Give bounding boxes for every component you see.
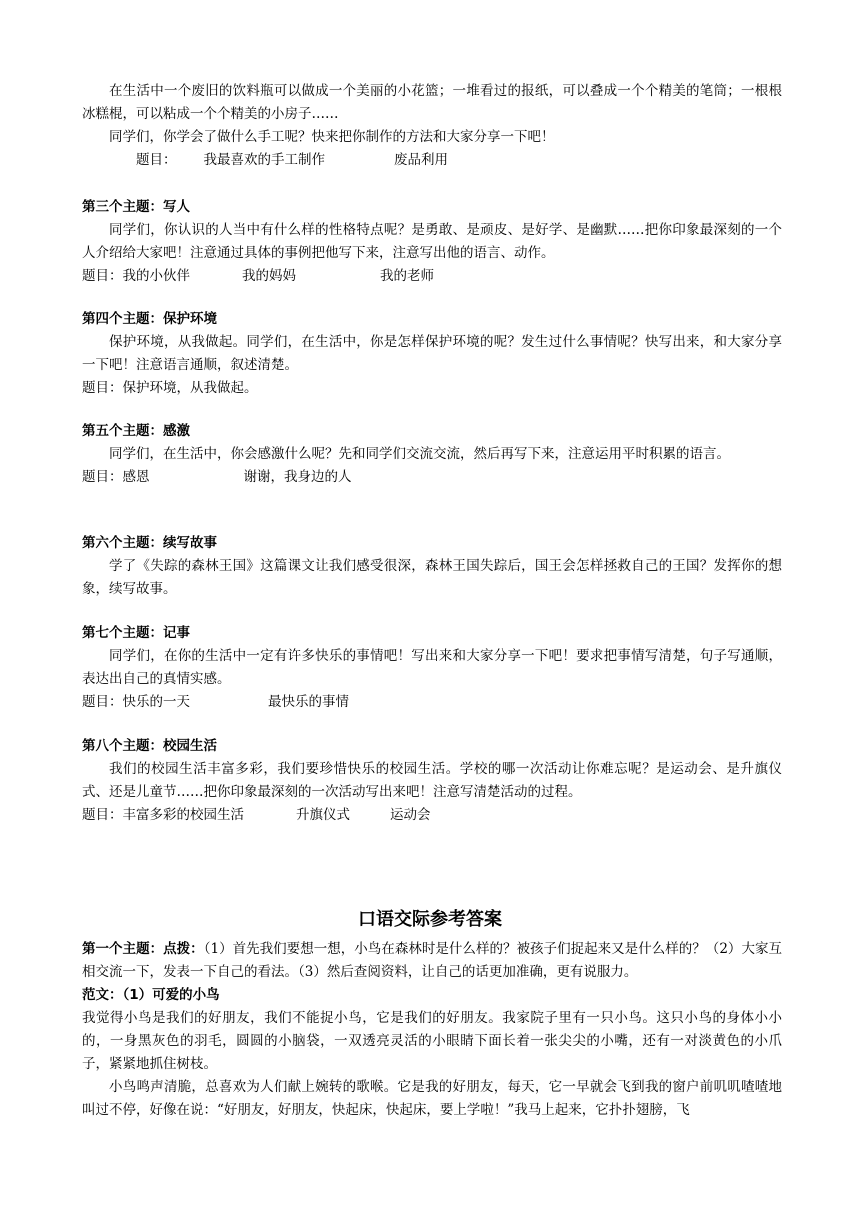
theme-titles bbox=[82, 265, 782, 288]
titles-prefix: 题目： bbox=[82, 469, 123, 485]
theme-body: 我们的校园生活丰富多彩，我们要珍惜快乐的校园生活。学校的哪一次活动让你难忘呢？是运动会、是升旗仪式、还是儿童节……把你印象最深刻的一次活动写出来吧！注意写清楚活动的过程。 bbox=[82, 761, 782, 800]
title-option: 谢谢，我身边的人 bbox=[243, 469, 352, 485]
theme-heading: 第三个主题：写人 bbox=[82, 199, 190, 215]
theme-body: 学了《失踪的森林王国》这篇课文让我们感受很深，森林王国失踪后，国王会怎样拯救自己的王国？发挥你的想象，续写故事。 bbox=[82, 558, 782, 597]
theme-heading: 第七个主题：记事 bbox=[82, 625, 190, 641]
title-option: 快乐的一天 bbox=[122, 694, 190, 710]
theme-body: 同学们，在你的生活中一定有许多快乐的事情吧！写出来和大家分享一下吧！要求把事情写清楚，句子写通顺，表达出自己的真情实感。 bbox=[82, 648, 782, 687]
theme-body: 同学们，在生活中，你会感激什么呢？先和同学们交流交流，然后再写下来，注意运用平时积累的语言。 bbox=[109, 446, 730, 462]
title-option: 我的小伙伴 bbox=[122, 268, 190, 284]
title-option: 我最喜欢的手工制作 bbox=[203, 152, 325, 168]
intro-paragraph-2: 同学们，你学会了做什么手工呢？快来把你制作的方法和大家分享一下吧！ bbox=[109, 129, 555, 145]
theme-heading: 第五个主题：感激 bbox=[82, 423, 190, 439]
theme-heading: 第八个主题：校园生活 bbox=[82, 738, 217, 754]
title-option: 废品利用 bbox=[394, 152, 448, 168]
sample-essay-paragraph-1: 我觉得小鸟是我们的好朋友，我们不能捉小鸟，它是我们的好朋友。我家院子里有一只小鸟。这只小鸟的身体小小的，一身黑灰色的羽毛，圆圆的小脑袋，一双透亮灵活的小眼睛下面长着一张尖尖的小嘴，还有一对淡黄色的小爪子，紧紧地抓住树枝。 bbox=[82, 1010, 782, 1072]
theme-body: 保护环境，从我做起。同学们，在生活中，你是怎样保护环境的呢？发生过什么事情呢？快写出来，和大家分享一下吧！注意语言通顺，叙述清楚。 bbox=[82, 334, 782, 373]
title-option: 丰富多彩的校园生活 bbox=[122, 807, 244, 823]
intro-section bbox=[82, 80, 782, 172]
title-option: 升旗仪式 bbox=[296, 807, 350, 823]
answer-hint bbox=[82, 938, 782, 984]
theme-4-section bbox=[82, 308, 782, 400]
title-option: 保护环境，从我做起。 bbox=[122, 380, 258, 396]
intro-paragraph-1: 在生活中一个废旧的饮料瓶可以做成一个美丽的小花篮；一堆看过的报纸，可以叠成一个个精美的笔筒；一根根冰糕棍，可以粘成一个个精美的小房子…… bbox=[82, 83, 782, 122]
theme-heading: 第四个主题：保护环境 bbox=[82, 311, 217, 327]
answers-section bbox=[82, 938, 782, 1122]
title-option: 最快乐的事情 bbox=[268, 694, 349, 710]
theme-3-section bbox=[82, 196, 782, 288]
theme-8-section bbox=[82, 735, 782, 827]
theme-7-section bbox=[82, 622, 782, 714]
answer-hint-label: 第一个主题：点拨： bbox=[82, 941, 204, 957]
answers-title: 口语交际参考答案 bbox=[358, 909, 502, 930]
theme-titles bbox=[82, 466, 782, 489]
titles-prefix: 题目： bbox=[82, 694, 123, 710]
theme-titles bbox=[82, 691, 782, 714]
theme-5-section bbox=[82, 420, 782, 489]
title-option: 我的妈妈 bbox=[242, 268, 296, 284]
title-option: 感恩 bbox=[122, 469, 150, 485]
sample-essay-paragraph-2: 小鸟鸣声清脆，总喜欢为人们献上婉转的歌喉。它是我的好朋友，每天，它一早就会飞到我的窗户前叽叽喳喳地叫过不停，好像在说：“好朋友，好朋友，快起床，快起床，要上学啦！”我马上起来，它扑扑翅膀，飞 bbox=[82, 1079, 782, 1118]
titles-prefix: 题目： bbox=[82, 807, 123, 823]
title-option: 我的老师 bbox=[380, 268, 434, 284]
theme-titles bbox=[82, 804, 782, 827]
theme-titles bbox=[82, 377, 782, 400]
theme-heading: 第六个主题：续写故事 bbox=[82, 535, 217, 551]
theme-6-section bbox=[82, 532, 782, 601]
titles-prefix: 题目： bbox=[82, 380, 123, 396]
titles-prefix: 题目： bbox=[136, 152, 177, 168]
titles-prefix: 题目： bbox=[82, 268, 123, 284]
answer-hint-text: （1）首先我们要想一想，小鸟在森林时是什么样的？被孩子们捉起来又是什么样的？（2）大家互相交流一下，发表一下自己的看法。（3）然后查阅资料，让自己的话更加准确，更有说服力。 bbox=[82, 941, 782, 980]
intro-titles bbox=[82, 149, 782, 172]
title-option: 运动会 bbox=[390, 807, 431, 823]
sample-essay-label: 范文：（1）可爱的小鸟 bbox=[82, 987, 220, 1003]
theme-body: 同学们，你认识的人当中有什么样的性格特点呢？是勇敢、是顽皮、是好学、是幽默……把你印象最深刻的一个人介绍给大家吧！注意通过具体的事例把他写下来，注意写出他的语言、动作。 bbox=[82, 222, 782, 261]
